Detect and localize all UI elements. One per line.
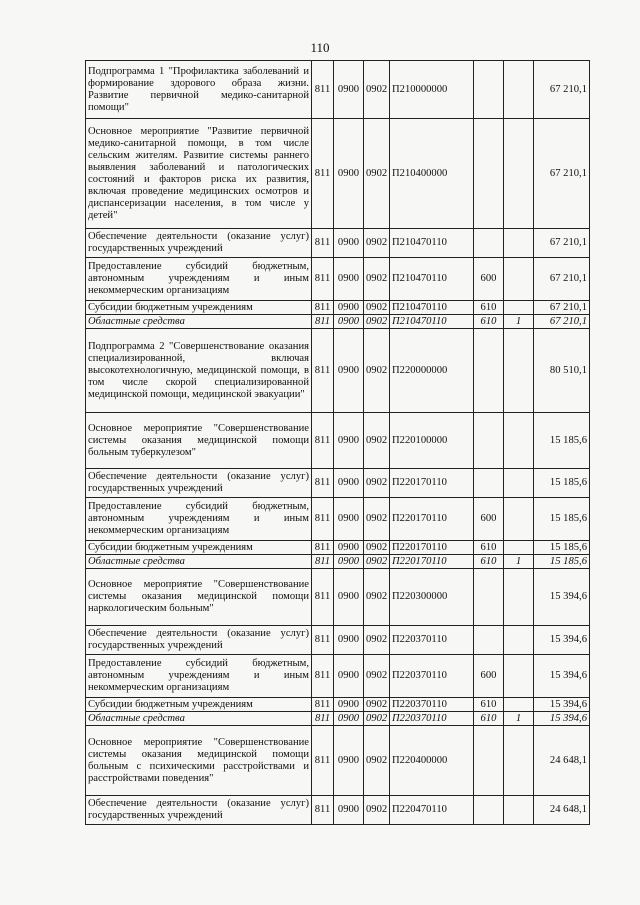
expense-type-cell: 610 <box>474 712 504 726</box>
section-code-cell: 0900 <box>334 796 364 825</box>
amount-cell: 67 210,1 <box>534 61 590 119</box>
expense-type-cell <box>474 796 504 825</box>
amount-cell: 15 185,6 <box>534 469 590 498</box>
subsection-code-cell: 0902 <box>364 315 390 329</box>
row-name-cell: Основное мероприятие "Совершенствование системы оказания медицинской помощи больным с психическими расстройствами и расстройствами поведения" <box>86 726 312 796</box>
subsection-code-cell: 0902 <box>364 413 390 469</box>
section-code-cell: 0900 <box>334 229 364 258</box>
row-name-cell: Подпрограмма 2 "Совершенствование оказания специализированной, включая высокотехнологичную, медицинской помощи, в том числе скорой специализированной медицинской помощи, медицинской эвакуации" <box>86 329 312 413</box>
table-row <box>86 229 590 258</box>
expense-type-cell <box>474 119 504 229</box>
subsection-code-cell: 0902 <box>364 541 390 555</box>
funding-source-cell <box>504 329 534 413</box>
section-code-cell: 0900 <box>334 498 364 541</box>
ved-code-cell: 811 <box>312 329 334 413</box>
table-body <box>86 61 590 825</box>
funding-source-cell <box>504 626 534 655</box>
expense-type-cell: 600 <box>474 498 504 541</box>
amount-cell: 15 394,6 <box>534 626 590 655</box>
row-name-cell: Обеспечение деятельности (оказание услуг) государственных учреждений <box>86 229 312 258</box>
subsection-code-cell: 0902 <box>364 469 390 498</box>
subsection-code-cell: 0902 <box>364 301 390 315</box>
section-code-cell: 0900 <box>334 555 364 569</box>
subsection-code-cell: 0902 <box>364 498 390 541</box>
row-name-cell: Предоставление субсидий бюджетным, автономным учреждениям и иным некоммерческим организациям <box>86 258 312 301</box>
row-name-cell: Предоставление субсидий бюджетным, автономным учреждениям и иным некоммерческим организациям <box>86 655 312 698</box>
target-article-cell: П220470110 <box>390 796 474 825</box>
amount-cell: 15 394,6 <box>534 569 590 626</box>
table-row <box>86 469 590 498</box>
amount-cell: 15 394,6 <box>534 712 590 726</box>
ved-code-cell: 811 <box>312 119 334 229</box>
funding-source-cell <box>504 498 534 541</box>
ved-code-cell: 811 <box>312 569 334 626</box>
subsection-code-cell: 0902 <box>364 796 390 825</box>
ved-code-cell: 811 <box>312 712 334 726</box>
funding-source-cell <box>504 413 534 469</box>
target-article-cell: П220370110 <box>390 712 474 726</box>
ved-code-cell: 811 <box>312 498 334 541</box>
amount-cell: 15 185,6 <box>534 413 590 469</box>
target-article-cell: П220170110 <box>390 469 474 498</box>
amount-cell: 15 394,6 <box>534 655 590 698</box>
funding-source-cell: 1 <box>504 712 534 726</box>
subsection-code-cell: 0902 <box>364 655 390 698</box>
row-name-cell: Предоставление субсидий бюджетным, автономным учреждениям и иным некоммерческим организациям <box>86 498 312 541</box>
amount-cell: 67 210,1 <box>534 229 590 258</box>
row-name-cell: Подпрограмма 1 "Профилактика заболеваний и формирование здорового образа жизни. Развитие первичной медико-санитарной помощи" <box>86 61 312 119</box>
table-row <box>86 301 590 315</box>
table-row <box>86 413 590 469</box>
table-row <box>86 61 590 119</box>
target-article-cell: П220170110 <box>390 498 474 541</box>
section-code-cell: 0900 <box>334 119 364 229</box>
row-name-cell: Основное мероприятие "Совершенствование системы оказания медицинской помощи больным туберкулезом" <box>86 413 312 469</box>
expense-type-cell <box>474 726 504 796</box>
funding-source-cell <box>504 258 534 301</box>
ved-code-cell: 811 <box>312 626 334 655</box>
funding-source-cell <box>504 655 534 698</box>
section-code-cell: 0900 <box>334 726 364 796</box>
amount-cell: 24 648,1 <box>534 796 590 825</box>
section-code-cell: 0900 <box>334 541 364 555</box>
funding-source-cell: 1 <box>504 555 534 569</box>
ved-code-cell: 811 <box>312 555 334 569</box>
table-row <box>86 569 590 626</box>
row-name-cell: Областные средства <box>86 712 312 726</box>
expense-type-cell: 610 <box>474 301 504 315</box>
table-row <box>86 712 590 726</box>
amount-cell: 67 210,1 <box>534 119 590 229</box>
ved-code-cell: 811 <box>312 698 334 712</box>
funding-source-cell <box>504 726 534 796</box>
funding-source-cell <box>504 61 534 119</box>
row-name-cell: Областные средства <box>86 555 312 569</box>
table-row <box>86 626 590 655</box>
funding-source-cell <box>504 796 534 825</box>
target-article-cell: П210400000 <box>390 119 474 229</box>
funding-source-cell <box>504 119 534 229</box>
section-code-cell: 0900 <box>334 413 364 469</box>
ved-code-cell: 811 <box>312 315 334 329</box>
ved-code-cell: 811 <box>312 541 334 555</box>
amount-cell: 24 648,1 <box>534 726 590 796</box>
budget-table <box>85 60 590 825</box>
subsection-code-cell: 0902 <box>364 329 390 413</box>
table-row <box>86 541 590 555</box>
expense-type-cell: 610 <box>474 555 504 569</box>
subsection-code-cell: 0902 <box>364 61 390 119</box>
expense-type-cell <box>474 413 504 469</box>
target-article-cell: П210470110 <box>390 315 474 329</box>
funding-source-cell <box>504 698 534 712</box>
expense-type-cell: 600 <box>474 258 504 301</box>
section-code-cell: 0900 <box>334 258 364 301</box>
ved-code-cell: 811 <box>312 655 334 698</box>
funding-source-cell: 1 <box>504 315 534 329</box>
amount-cell: 15 185,6 <box>534 498 590 541</box>
funding-source-cell <box>504 301 534 315</box>
row-name-cell: Основное мероприятие "Совершенствование системы оказания медицинской помощи наркологическим больным" <box>86 569 312 626</box>
subsection-code-cell: 0902 <box>364 119 390 229</box>
ved-code-cell: 811 <box>312 258 334 301</box>
subsection-code-cell: 0902 <box>364 569 390 626</box>
target-article-cell: П210000000 <box>390 61 474 119</box>
expense-type-cell <box>474 626 504 655</box>
subsection-code-cell: 0902 <box>364 258 390 301</box>
funding-source-cell <box>504 569 534 626</box>
target-article-cell: П220100000 <box>390 413 474 469</box>
table-row <box>86 726 590 796</box>
ved-code-cell: 811 <box>312 796 334 825</box>
subsection-code-cell: 0902 <box>364 229 390 258</box>
subsection-code-cell: 0902 <box>364 698 390 712</box>
expense-type-cell: 610 <box>474 698 504 712</box>
ved-code-cell: 811 <box>312 469 334 498</box>
ved-code-cell: 811 <box>312 229 334 258</box>
section-code-cell: 0900 <box>334 569 364 626</box>
target-article-cell: П220400000 <box>390 726 474 796</box>
table-row <box>86 119 590 229</box>
section-code-cell: 0900 <box>334 712 364 726</box>
target-article-cell: П210470110 <box>390 229 474 258</box>
funding-source-cell <box>504 229 534 258</box>
expense-type-cell <box>474 61 504 119</box>
section-code-cell: 0900 <box>334 329 364 413</box>
table-row <box>86 258 590 301</box>
section-code-cell: 0900 <box>334 655 364 698</box>
amount-cell: 15 185,6 <box>534 541 590 555</box>
target-article-cell: П220170110 <box>390 541 474 555</box>
row-name-cell: Обеспечение деятельности (оказание услуг) государственных учреждений <box>86 796 312 825</box>
section-code-cell: 0900 <box>334 61 364 119</box>
expense-type-cell <box>474 229 504 258</box>
amount-cell: 80 510,1 <box>534 329 590 413</box>
ved-code-cell: 811 <box>312 301 334 315</box>
table-row <box>86 315 590 329</box>
expense-type-cell <box>474 569 504 626</box>
subsection-code-cell: 0902 <box>364 626 390 655</box>
funding-source-cell <box>504 469 534 498</box>
target-article-cell: П220000000 <box>390 329 474 413</box>
amount-cell: 15 394,6 <box>534 698 590 712</box>
ved-code-cell: 811 <box>312 61 334 119</box>
subsection-code-cell: 0902 <box>364 726 390 796</box>
row-name-cell: Обеспечение деятельности (оказание услуг) государственных учреждений <box>86 469 312 498</box>
ved-code-cell: 811 <box>312 726 334 796</box>
amount-cell: 15 185,6 <box>534 555 590 569</box>
row-name-cell: Субсидии бюджетным учреждениям <box>86 541 312 555</box>
amount-cell: 67 210,1 <box>534 315 590 329</box>
expense-type-cell: 600 <box>474 655 504 698</box>
expense-type-cell <box>474 469 504 498</box>
row-name-cell: Субсидии бюджетным учреждениям <box>86 301 312 315</box>
page-number: 110 <box>310 40 330 55</box>
target-article-cell: П220370110 <box>390 655 474 698</box>
table-row <box>86 796 590 825</box>
funding-source-cell <box>504 541 534 555</box>
expense-type-cell <box>474 329 504 413</box>
section-code-cell: 0900 <box>334 301 364 315</box>
target-article-cell: П220370110 <box>390 698 474 712</box>
target-article-cell: П220170110 <box>390 555 474 569</box>
section-code-cell: 0900 <box>334 698 364 712</box>
subsection-code-cell: 0902 <box>364 712 390 726</box>
expense-type-cell: 610 <box>474 541 504 555</box>
target-article-cell: П210470110 <box>390 301 474 315</box>
section-code-cell: 0900 <box>334 315 364 329</box>
table-row <box>86 498 590 541</box>
target-article-cell: П220300000 <box>390 569 474 626</box>
table-row <box>86 698 590 712</box>
table-row <box>86 329 590 413</box>
section-code-cell: 0900 <box>334 626 364 655</box>
target-article-cell: П210470110 <box>390 258 474 301</box>
row-name-cell: Основное мероприятие "Развитие первичной медико-санитарной помощи, в том числе сельским жителям. Развитие системы раннего выявления заболеваний и патологических состояний и факторов риска их развития, включая проведение медицинских осмотров и диспансеризации населения, в том числе у детей" <box>86 119 312 229</box>
row-name-cell: Областные средства <box>86 315 312 329</box>
amount-cell: 67 210,1 <box>534 301 590 315</box>
row-name-cell: Субсидии бюджетным учреждениям <box>86 698 312 712</box>
row-name-cell: Обеспечение деятельности (оказание услуг) государственных учреждений <box>86 626 312 655</box>
subsection-code-cell: 0902 <box>364 555 390 569</box>
target-article-cell: П220370110 <box>390 626 474 655</box>
expense-type-cell: 610 <box>474 315 504 329</box>
amount-cell: 67 210,1 <box>534 258 590 301</box>
section-code-cell: 0900 <box>334 469 364 498</box>
table-row <box>86 655 590 698</box>
ved-code-cell: 811 <box>312 413 334 469</box>
table-row <box>86 555 590 569</box>
